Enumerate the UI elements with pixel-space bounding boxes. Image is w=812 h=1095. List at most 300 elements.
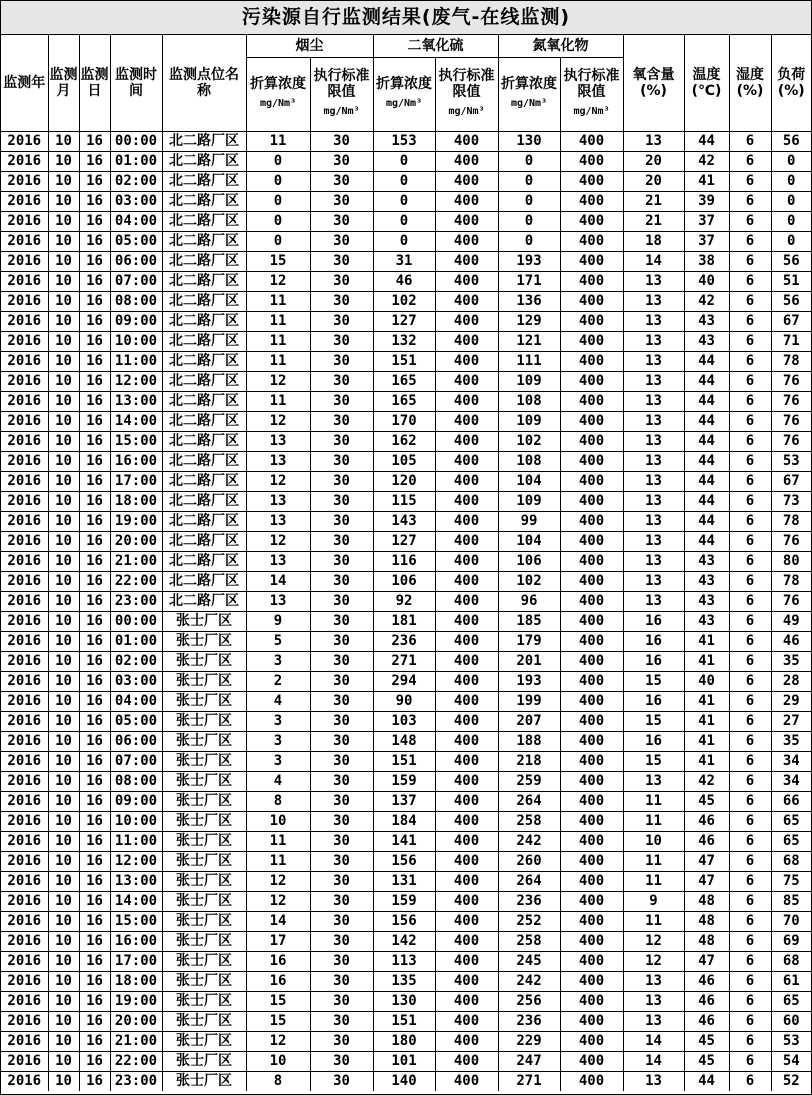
cell-time: 11:00 <box>110 351 162 371</box>
cell-site: 张士厂区 <box>162 791 246 811</box>
cell-dust-limit: 30 <box>310 671 373 691</box>
cell-dust-limit: 30 <box>310 1011 373 1031</box>
cell-oxygen: 16 <box>623 611 684 631</box>
cell-month: 10 <box>48 491 79 511</box>
cell-nox-conc: 236 <box>498 891 560 911</box>
cell-oxygen: 13 <box>623 971 684 991</box>
cell-month: 10 <box>48 1051 79 1071</box>
cell-so2-limit: 400 <box>435 551 498 571</box>
cell-so2-conc: 0 <box>373 231 435 251</box>
cell-dust-limit: 30 <box>310 231 373 251</box>
cell-dust-conc: 13 <box>246 431 310 451</box>
cell-so2-conc: 135 <box>373 971 435 991</box>
cell-oxygen: 18 <box>623 231 684 251</box>
cell-dust-conc: 12 <box>246 471 310 491</box>
cell-load: 65 <box>771 991 811 1011</box>
cell-temp: 48 <box>684 891 729 911</box>
cell-dust-limit: 30 <box>310 251 373 271</box>
cell-oxygen: 16 <box>623 691 684 711</box>
cell-so2-conc: 31 <box>373 251 435 271</box>
cell-so2-conc: 140 <box>373 1071 435 1091</box>
cell-load: 80 <box>771 551 811 571</box>
cell-time: 16:00 <box>110 451 162 471</box>
cell-nox-limit: 400 <box>560 371 623 391</box>
table-row <box>1 811 811 831</box>
cell-oxygen: 21 <box>623 211 684 231</box>
cell-load: 67 <box>771 311 811 331</box>
cell-month: 10 <box>48 191 79 211</box>
cell-load: 54 <box>771 1051 811 1071</box>
cell-year: 2016 <box>1 691 48 711</box>
cell-year: 2016 <box>1 731 48 751</box>
cell-dust-conc: 5 <box>246 631 310 651</box>
cell-time: 20:00 <box>110 1011 162 1031</box>
cell-year: 2016 <box>1 771 48 791</box>
cell-site: 北二路厂区 <box>162 271 246 291</box>
cell-month: 10 <box>48 431 79 451</box>
cell-so2-limit: 400 <box>435 1051 498 1071</box>
header-month: 监测月 <box>48 35 79 131</box>
cell-load: 78 <box>771 351 811 371</box>
cell-so2-conc: 271 <box>373 651 435 671</box>
cell-humidity: 6 <box>729 1031 771 1051</box>
cell-time: 17:00 <box>110 951 162 971</box>
cell-temp: 44 <box>684 511 729 531</box>
cell-so2-limit: 400 <box>435 1011 498 1031</box>
cell-dust-limit: 30 <box>310 971 373 991</box>
cell-so2-limit: 400 <box>435 371 498 391</box>
cell-oxygen: 13 <box>623 311 684 331</box>
cell-dust-limit: 30 <box>310 1031 373 1051</box>
cell-humidity: 6 <box>729 171 771 191</box>
cell-temp: 41 <box>684 711 729 731</box>
cell-day: 16 <box>79 891 110 911</box>
cell-time: 18:00 <box>110 971 162 991</box>
cell-so2-limit: 400 <box>435 291 498 311</box>
cell-month: 10 <box>48 391 79 411</box>
cell-day: 16 <box>79 651 110 671</box>
cell-nox-limit: 400 <box>560 451 623 471</box>
cell-so2-limit: 400 <box>435 211 498 231</box>
cell-month: 10 <box>48 331 79 351</box>
cell-day: 16 <box>79 671 110 691</box>
cell-so2-limit: 400 <box>435 331 498 351</box>
cell-load: 53 <box>771 1031 811 1051</box>
cell-humidity: 6 <box>729 311 771 331</box>
cell-humidity: 6 <box>729 611 771 631</box>
table-row <box>1 351 811 371</box>
cell-month: 10 <box>48 711 79 731</box>
cell-humidity: 6 <box>729 891 771 911</box>
cell-year: 2016 <box>1 271 48 291</box>
cell-year: 2016 <box>1 191 48 211</box>
cell-site: 张士厂区 <box>162 771 246 791</box>
cell-so2-limit: 400 <box>435 171 498 191</box>
cell-so2-conc: 143 <box>373 511 435 531</box>
cell-nox-conc: 193 <box>498 671 560 691</box>
cell-nox-conc: 111 <box>498 351 560 371</box>
cell-day: 16 <box>79 371 110 391</box>
cell-humidity: 6 <box>729 391 771 411</box>
cell-year: 2016 <box>1 451 48 471</box>
cell-time: 02:00 <box>110 651 162 671</box>
cell-dust-conc: 0 <box>246 151 310 171</box>
cell-nox-limit: 400 <box>560 611 623 631</box>
cell-year: 2016 <box>1 591 48 611</box>
cell-so2-limit: 400 <box>435 471 498 491</box>
table-row <box>1 891 811 911</box>
cell-nox-limit: 400 <box>560 931 623 951</box>
table-row <box>1 411 811 431</box>
header-nox-conc <box>498 57 560 131</box>
cell-so2-limit: 400 <box>435 711 498 731</box>
cell-site: 张士厂区 <box>162 991 246 1011</box>
cell-so2-conc: 151 <box>373 751 435 771</box>
table-row <box>1 451 811 471</box>
cell-oxygen: 13 <box>623 391 684 411</box>
cell-dust-limit: 30 <box>310 551 373 571</box>
cell-nox-conc: 102 <box>498 571 560 591</box>
table-row <box>1 251 811 271</box>
cell-load: 69 <box>771 931 811 951</box>
cell-temp: 44 <box>684 411 729 431</box>
cell-nox-conc: 242 <box>498 971 560 991</box>
cell-load: 66 <box>771 791 811 811</box>
cell-oxygen: 11 <box>623 851 684 871</box>
cell-time: 19:00 <box>110 991 162 1011</box>
cell-temp: 41 <box>684 171 729 191</box>
table-row <box>1 371 811 391</box>
cell-month: 10 <box>48 151 79 171</box>
cell-humidity: 6 <box>729 771 771 791</box>
cell-day: 16 <box>79 171 110 191</box>
cell-day: 16 <box>79 971 110 991</box>
cell-dust-conc: 11 <box>246 351 310 371</box>
cell-dust-limit: 30 <box>310 511 373 531</box>
cell-dust-conc: 12 <box>246 531 310 551</box>
cell-month: 10 <box>48 551 79 571</box>
cell-oxygen: 15 <box>623 711 684 731</box>
cell-nox-limit: 400 <box>560 671 623 691</box>
cell-humidity: 6 <box>729 671 771 691</box>
cell-oxygen: 13 <box>623 371 684 391</box>
cell-month: 10 <box>48 931 79 951</box>
header-group-so2: 二氧化硫 <box>373 35 498 57</box>
cell-site: 北二路厂区 <box>162 411 246 431</box>
cell-humidity: 6 <box>729 991 771 1011</box>
cell-year: 2016 <box>1 891 48 911</box>
cell-month: 10 <box>48 311 79 331</box>
cell-so2-conc: 105 <box>373 451 435 471</box>
cell-dust-conc: 13 <box>246 551 310 571</box>
cell-nox-conc: 193 <box>498 251 560 271</box>
cell-oxygen: 13 <box>623 771 684 791</box>
cell-dust-conc: 3 <box>246 731 310 751</box>
cell-nox-conc: 218 <box>498 751 560 771</box>
table-row <box>1 431 811 451</box>
cell-load: 68 <box>771 851 811 871</box>
cell-dust-limit: 30 <box>310 1051 373 1071</box>
cell-load: 76 <box>771 531 811 551</box>
cell-so2-conc: 148 <box>373 731 435 751</box>
header-day: 监测日 <box>79 35 110 131</box>
cell-nox-conc: 104 <box>498 471 560 491</box>
cell-load: 0 <box>771 171 811 191</box>
cell-year: 2016 <box>1 971 48 991</box>
cell-humidity: 6 <box>729 931 771 951</box>
cell-so2-limit: 400 <box>435 151 498 171</box>
header-conc-label: 折算浓度 <box>501 76 557 92</box>
cell-so2-conc: 142 <box>373 931 435 951</box>
cell-temp: 46 <box>684 831 729 851</box>
cell-day: 16 <box>79 631 110 651</box>
cell-time: 08:00 <box>110 291 162 311</box>
cell-site: 北二路厂区 <box>162 231 246 251</box>
cell-dust-conc: 3 <box>246 651 310 671</box>
cell-nox-limit: 400 <box>560 151 623 171</box>
header-conc-label: 折算浓度 <box>376 76 432 92</box>
cell-dust-conc: 12 <box>246 871 310 891</box>
cell-load: 76 <box>771 431 811 451</box>
cell-month: 10 <box>48 811 79 831</box>
cell-dust-conc: 11 <box>246 831 310 851</box>
cell-site: 张士厂区 <box>162 611 246 631</box>
cell-humidity: 6 <box>729 691 771 711</box>
cell-humidity: 6 <box>729 811 771 831</box>
cell-temp: 44 <box>684 131 729 151</box>
cell-so2-conc: 151 <box>373 1011 435 1031</box>
cell-time: 09:00 <box>110 791 162 811</box>
cell-day: 16 <box>79 271 110 291</box>
cell-site: 北二路厂区 <box>162 351 246 371</box>
cell-month: 10 <box>48 351 79 371</box>
cell-day: 16 <box>79 291 110 311</box>
cell-year: 2016 <box>1 671 48 691</box>
cell-temp: 43 <box>684 551 729 571</box>
cell-temp: 46 <box>684 811 729 831</box>
cell-humidity: 6 <box>729 791 771 811</box>
cell-nox-limit: 400 <box>560 1031 623 1051</box>
cell-so2-limit: 400 <box>435 771 498 791</box>
cell-nox-limit: 400 <box>560 551 623 571</box>
cell-month: 10 <box>48 411 79 431</box>
cell-month: 10 <box>48 851 79 871</box>
cell-so2-limit: 400 <box>435 351 498 371</box>
cell-site: 张士厂区 <box>162 871 246 891</box>
cell-month: 10 <box>48 871 79 891</box>
cell-site: 北二路厂区 <box>162 131 246 151</box>
table-row <box>1 571 811 591</box>
table-row <box>1 531 811 551</box>
cell-nox-conc: 256 <box>498 991 560 1011</box>
cell-month: 10 <box>48 651 79 671</box>
cell-oxygen: 13 <box>623 131 684 151</box>
cell-year: 2016 <box>1 871 48 891</box>
cell-dust-limit: 30 <box>310 591 373 611</box>
cell-dust-limit: 30 <box>310 751 373 771</box>
cell-dust-conc: 15 <box>246 991 310 1011</box>
cell-site: 北二路厂区 <box>162 291 246 311</box>
cell-nox-conc: 0 <box>498 191 560 211</box>
table-row <box>1 851 811 871</box>
cell-year: 2016 <box>1 231 48 251</box>
table-row <box>1 211 811 231</box>
cell-so2-conc: 184 <box>373 811 435 831</box>
cell-time: 15:00 <box>110 911 162 931</box>
cell-site: 北二路厂区 <box>162 311 246 331</box>
cell-dust-limit: 30 <box>310 531 373 551</box>
cell-temp: 41 <box>684 631 729 651</box>
cell-day: 16 <box>79 771 110 791</box>
cell-so2-conc: 115 <box>373 491 435 511</box>
cell-load: 52 <box>771 1071 811 1091</box>
cell-dust-conc: 13 <box>246 491 310 511</box>
cell-so2-limit: 400 <box>435 251 498 271</box>
cell-so2-limit: 400 <box>435 631 498 651</box>
cell-month: 10 <box>48 1071 79 1091</box>
cell-year: 2016 <box>1 611 48 631</box>
cell-year: 2016 <box>1 751 48 771</box>
header-dust-conc <box>246 57 310 131</box>
cell-temp: 40 <box>684 271 729 291</box>
cell-year: 2016 <box>1 711 48 731</box>
cell-humidity: 6 <box>729 831 771 851</box>
cell-oxygen: 13 <box>623 351 684 371</box>
cell-year: 2016 <box>1 1051 48 1071</box>
cell-so2-conc: 127 <box>373 311 435 331</box>
cell-load: 65 <box>771 811 811 831</box>
cell-so2-limit: 400 <box>435 731 498 751</box>
cell-humidity: 6 <box>729 731 771 751</box>
cell-load: 35 <box>771 651 811 671</box>
cell-nox-limit: 400 <box>560 331 623 351</box>
cell-humidity: 6 <box>729 851 771 871</box>
cell-time: 21:00 <box>110 1031 162 1051</box>
cell-nox-limit: 400 <box>560 891 623 911</box>
cell-site: 北二路厂区 <box>162 171 246 191</box>
cell-so2-conc: 46 <box>373 271 435 291</box>
cell-dust-limit: 30 <box>310 851 373 871</box>
cell-time: 07:00 <box>110 751 162 771</box>
cell-site: 北二路厂区 <box>162 191 246 211</box>
cell-load: 56 <box>771 251 811 271</box>
cell-dust-conc: 3 <box>246 751 310 771</box>
cell-oxygen: 16 <box>623 651 684 671</box>
cell-day: 16 <box>79 411 110 431</box>
cell-day: 16 <box>79 191 110 211</box>
cell-month: 10 <box>48 691 79 711</box>
cell-nox-limit: 400 <box>560 191 623 211</box>
cell-dust-limit: 30 <box>310 351 373 371</box>
cell-time: 21:00 <box>110 551 162 571</box>
cell-humidity: 6 <box>729 431 771 451</box>
cell-oxygen: 13 <box>623 531 684 551</box>
cell-site: 北二路厂区 <box>162 451 246 471</box>
cell-load: 27 <box>771 711 811 731</box>
cell-day: 16 <box>79 591 110 611</box>
cell-dust-limit: 30 <box>310 411 373 431</box>
cell-nox-conc: 99 <box>498 511 560 531</box>
cell-so2-limit: 400 <box>435 391 498 411</box>
cell-so2-conc: 90 <box>373 691 435 711</box>
cell-year: 2016 <box>1 171 48 191</box>
cell-oxygen: 13 <box>623 1071 684 1091</box>
cell-time: 07:00 <box>110 271 162 291</box>
cell-month: 10 <box>48 471 79 491</box>
cell-day: 16 <box>79 231 110 251</box>
cell-temp: 44 <box>684 491 729 511</box>
cell-site: 北二路厂区 <box>162 471 246 491</box>
cell-time: 09:00 <box>110 311 162 331</box>
cell-oxygen: 20 <box>623 171 684 191</box>
cell-time: 06:00 <box>110 251 162 271</box>
cell-time: 14:00 <box>110 891 162 911</box>
cell-day: 16 <box>79 311 110 331</box>
cell-site: 张士厂区 <box>162 751 246 771</box>
cell-temp: 41 <box>684 751 729 771</box>
cell-humidity: 6 <box>729 411 771 431</box>
cell-dust-conc: 11 <box>246 851 310 871</box>
cell-time: 05:00 <box>110 231 162 251</box>
cell-temp: 48 <box>684 911 729 931</box>
table-row <box>1 651 811 671</box>
cell-oxygen: 20 <box>623 151 684 171</box>
cell-nox-conc: 102 <box>498 431 560 451</box>
cell-nox-limit: 400 <box>560 471 623 491</box>
cell-so2-conc: 120 <box>373 471 435 491</box>
cell-temp: 44 <box>684 431 729 451</box>
cell-so2-conc: 127 <box>373 531 435 551</box>
cell-day: 16 <box>79 451 110 471</box>
cell-time: 08:00 <box>110 771 162 791</box>
cell-day: 16 <box>79 471 110 491</box>
table-row <box>1 391 811 411</box>
cell-time: 05:00 <box>110 711 162 731</box>
cell-so2-limit: 400 <box>435 571 498 591</box>
cell-year: 2016 <box>1 831 48 851</box>
cell-nox-limit: 400 <box>560 571 623 591</box>
cell-nox-conc: 108 <box>498 391 560 411</box>
cell-nox-limit: 400 <box>560 131 623 151</box>
cell-day: 16 <box>79 511 110 531</box>
cell-site: 北二路厂区 <box>162 511 246 531</box>
cell-so2-limit: 400 <box>435 431 498 451</box>
cell-year: 2016 <box>1 131 48 151</box>
cell-month: 10 <box>48 231 79 251</box>
cell-time: 20:00 <box>110 531 162 551</box>
cell-dust-conc: 12 <box>246 891 310 911</box>
cell-nox-conc: 171 <box>498 271 560 291</box>
cell-dust-limit: 30 <box>310 451 373 471</box>
cell-so2-conc: 132 <box>373 331 435 351</box>
cell-site: 北二路厂区 <box>162 331 246 351</box>
cell-site: 张士厂区 <box>162 851 246 871</box>
cell-load: 65 <box>771 831 811 851</box>
cell-year: 2016 <box>1 351 48 371</box>
table-row <box>1 911 811 931</box>
cell-so2-conc: 165 <box>373 371 435 391</box>
cell-humidity: 6 <box>729 451 771 471</box>
cell-load: 56 <box>771 131 811 151</box>
cell-time: 16:00 <box>110 931 162 951</box>
cell-time: 12:00 <box>110 371 162 391</box>
cell-site: 张士厂区 <box>162 631 246 651</box>
cell-site: 张士厂区 <box>162 711 246 731</box>
cell-nox-conc: 0 <box>498 171 560 191</box>
cell-nox-conc: 247 <box>498 1051 560 1071</box>
table-row <box>1 711 811 731</box>
cell-oxygen: 10 <box>623 831 684 851</box>
